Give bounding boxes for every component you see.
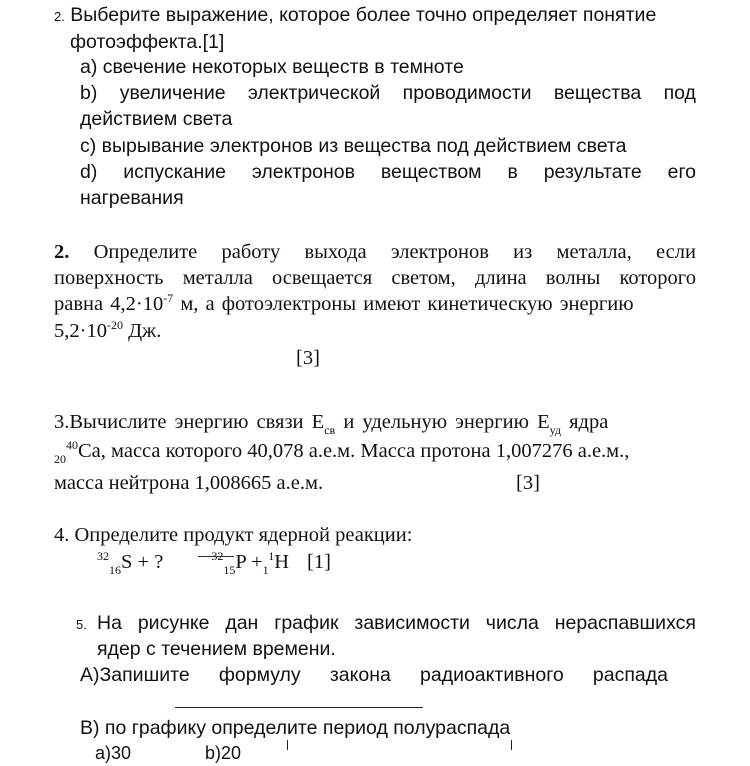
word: света — [576, 135, 627, 157]
word: светом, — [391, 267, 456, 289]
q2-marks: [3] — [296, 347, 320, 369]
word: выхода — [304, 241, 367, 263]
base: 10 — [86, 320, 107, 342]
mass-number: 40 — [66, 438, 78, 452]
q4-title: 4. Определите продукт ядерной реакции: — [54, 524, 413, 546]
word: d) — [80, 161, 98, 183]
q5-part-a — [80, 662, 668, 688]
word: результате — [543, 161, 642, 183]
word: числа — [485, 612, 539, 634]
word: a) — [80, 56, 98, 78]
graph-axis-tick — [287, 740, 288, 750]
atomic-number: 20 — [54, 452, 66, 466]
word: его — [667, 161, 696, 183]
q3-text-c: ядра — [560, 411, 609, 433]
q5-line2: ядер с течением времени. — [97, 638, 336, 660]
exponent: -7 — [163, 291, 174, 305]
h-symbol: H — [274, 551, 290, 573]
q1-text-line1: Выберите выражение, которое более точно определяет понятие — [70, 4, 657, 26]
p-mass: 32 — [211, 549, 224, 563]
dot: · — [135, 293, 143, 315]
q1-number: 2. — [54, 9, 65, 24]
q2-wavelength: равна 4,2 — [54, 293, 136, 315]
p-symbol: P + — [235, 551, 263, 573]
word: проводимости — [402, 82, 532, 104]
q3-line2-text: Ca, масса которого 40,078 а.е.м. Масса протона 1,007276 а.е.м., — [78, 440, 630, 462]
q3-text-a: 3.Вычислите энергию связи E — [54, 411, 325, 433]
q5-number — [76, 610, 87, 638]
word: под — [663, 82, 696, 104]
q1-option-b — [80, 80, 696, 106]
word: веществ — [292, 56, 369, 78]
word: свечение — [102, 56, 187, 78]
answer-blank-line — [175, 707, 423, 708]
word: некоторых — [191, 56, 287, 78]
q5-option-b-partial: b)20 — [205, 743, 242, 763]
h-mass: 1 — [268, 549, 275, 563]
word: вещества — [553, 82, 642, 104]
word: работу — [221, 241, 281, 263]
q2-line3 — [54, 291, 634, 319]
q3-line1 — [54, 409, 608, 437]
q1-text-line2: фотоэффекта.[1] — [70, 31, 225, 53]
word: график — [274, 612, 339, 634]
word: освещается — [271, 267, 373, 289]
q2-number: 2. — [54, 241, 70, 263]
q1-option-b-cont: действием света — [80, 108, 233, 130]
word: формулу — [218, 664, 301, 686]
dot: · — [79, 320, 87, 342]
word: испускание — [123, 161, 227, 183]
q1-line1 — [54, 2, 656, 30]
word: металла — [182, 267, 253, 289]
word: темноте — [390, 56, 464, 78]
word: вещества — [343, 135, 431, 157]
q2-line1 — [54, 239, 696, 265]
word: радиоактивного — [420, 664, 564, 686]
s-charge: 16 — [109, 563, 121, 577]
word: рисунке — [137, 612, 210, 634]
word: увеличение — [119, 82, 226, 104]
word: действием — [474, 135, 572, 157]
word: распада — [592, 664, 668, 686]
word: которого — [619, 267, 696, 289]
q5-num: 5. — [76, 617, 87, 632]
q3-marks: [3] — [516, 472, 540, 494]
word: вырывание — [101, 135, 205, 157]
graph-axis-tick — [511, 740, 512, 750]
q4-marks: [1] — [307, 551, 331, 573]
q3-text-b: и удельную энергию E — [335, 411, 550, 433]
exponent: -20 — [106, 318, 123, 332]
word: поверхность — [54, 267, 164, 289]
s-mass: 32 — [97, 549, 109, 563]
q5-option-a-partial: а)30 — [95, 743, 132, 763]
word: нераспавшихся — [554, 612, 696, 634]
word: электронов — [251, 161, 355, 183]
word: волны — [545, 267, 601, 289]
word: На — [97, 612, 122, 634]
word: закона — [329, 664, 391, 686]
word: в — [507, 161, 518, 183]
p-charge: 15 — [223, 563, 236, 577]
word: электрической — [247, 82, 381, 104]
word: в — [374, 56, 385, 78]
q1-option-c — [80, 133, 627, 159]
q3-line3: масса нейтрона 1,008665 а.е.м. — [54, 472, 324, 494]
s-symbol: S + ? — [121, 551, 164, 573]
word: металла, — [556, 241, 632, 263]
word: из — [513, 241, 533, 263]
subscript-sv: св — [324, 423, 336, 437]
word: Определите — [93, 241, 198, 263]
q5-line1 — [97, 610, 696, 636]
q2-line2 — [54, 265, 696, 291]
word: электронов — [209, 135, 313, 157]
word: дан — [225, 612, 259, 634]
q2-line4 — [54, 318, 161, 346]
reaction-arrow-line — [198, 556, 234, 557]
word: b) — [80, 82, 98, 104]
subscript-ud: уд — [549, 423, 561, 437]
word: А)Запишите — [80, 664, 190, 686]
q2-line3-rest: м, а фотоэлектроны имеют кинетическую энергию — [173, 293, 634, 315]
word: длина — [474, 267, 527, 289]
word: из — [318, 135, 339, 157]
q5-part-b: В) по графику определите период полураспада — [80, 717, 511, 739]
word: электронов — [390, 241, 489, 263]
h-charge: 1 — [262, 563, 269, 577]
word: c) — [80, 135, 97, 157]
q2-energy: 5,2 — [54, 320, 80, 342]
word: если — [656, 241, 696, 263]
q1-option-d-cont: нагревания — [80, 187, 184, 209]
base: 10 — [142, 293, 164, 315]
word: веществом — [380, 161, 482, 183]
q1-option-d — [80, 159, 696, 185]
word: зависимости — [354, 612, 470, 634]
q1-option-a — [80, 54, 464, 80]
q2-line4-rest: Дж. — [122, 320, 162, 342]
q4-reaction — [97, 549, 331, 577]
q3-line2 — [54, 438, 629, 466]
word: под — [436, 135, 469, 157]
